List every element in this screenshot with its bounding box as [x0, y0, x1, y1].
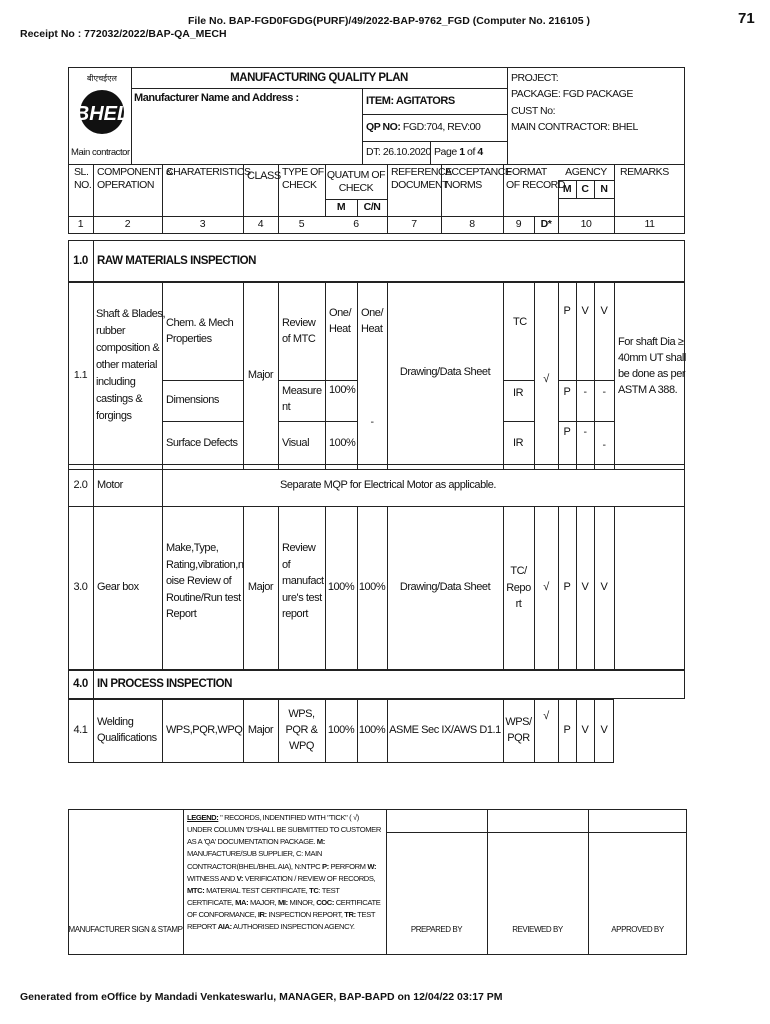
col-num-d: D*: [540, 218, 552, 231]
row-1-1-remarks: For shaft Dia ≥ 40mm UT shall be done as per ASTM A 388.: [618, 336, 686, 396]
row-2-0-number: 2.0: [73, 478, 88, 491]
legend-desc: MANUFACTURE/SUB SUPPLIER, C: MAIN CONTRACTOR(BHEL/BHEL AIA), N:NTPC: [187, 849, 322, 871]
legend-key: LEGEND:: [187, 813, 219, 822]
legend-key: M:: [316, 837, 325, 847]
logo-hindi-text: बीएचईएल: [87, 74, 117, 83]
package-label: PACKAGE: FGD PACKAGE: [511, 88, 633, 101]
col-quantum-cn: C/N: [363, 201, 381, 214]
legend-desc: PERFORM: [328, 861, 368, 871]
project-label: PROJECT:: [511, 72, 559, 84]
col-num-5: 5: [298, 218, 305, 231]
col-num-10: 10: [580, 218, 592, 231]
row-3-0-d-tick: √: [543, 581, 549, 594]
row-3-0-m: 100%: [327, 581, 355, 594]
page-number: 71: [738, 10, 755, 27]
receipt-number: Receipt No : 772032/2022/BAP-QA_MECH: [20, 28, 227, 40]
row-3-0-characteristics: Make,Type, Rating,vibration,n oise Review of Routine/Run test Report: [166, 542, 244, 620]
legend-desc: TEST REPORT: [187, 910, 375, 932]
qp-number: [366, 115, 480, 141]
manufacturer-sign-label: MANUFACTURER SIGN & STAMP: [68, 925, 183, 934]
row-1-1-format-ir2: IR: [513, 437, 524, 450]
row-4-1-cn: 100%: [358, 724, 386, 737]
row-4-1-component: Welding Qualifications: [97, 716, 157, 744]
legend-key: TR:: [344, 910, 356, 920]
row-1-1-class: Major: [247, 369, 274, 382]
row-3-0-class: Major: [247, 581, 274, 594]
row-4-1-agency-m: P: [563, 724, 571, 737]
col-agency-c: C: [581, 182, 589, 195]
item-name: ITEM: AGITATORS: [366, 94, 455, 107]
col-class: CLASS: [247, 170, 281, 182]
qp-label: QP NO:: [366, 121, 401, 134]
project-info: [511, 70, 638, 135]
legend-key: P:: [321, 861, 329, 871]
row-1-1-surf-agency-m: P: [563, 426, 571, 439]
main-contractor-label: Main contractor: [71, 147, 130, 158]
legend-desc: CERTIFICATE OF CONFORMANCE,: [187, 897, 381, 920]
plan-date: DT: 26.10.2020: [366, 146, 431, 159]
legend-key: V:: [236, 873, 244, 883]
row-3-0-component: Gear box: [97, 581, 139, 594]
col-component: COMPONENT & OPERATION: [97, 166, 173, 192]
row-4-1-agency-n: V: [600, 724, 608, 737]
manufacturer-label: Manufacturer Name and Address :: [134, 92, 299, 104]
row-1-1-dim-agency-c: -: [583, 386, 587, 399]
col-format: FORMAT OF RECORD: [506, 166, 565, 192]
legend-desc: : TEST CERTIFICATE,: [187, 885, 340, 907]
row-1-1-m-heat: One/ Heat: [329, 307, 352, 335]
file-number: File No. BAP-FGD0FGDG(PURF)/49/2022-BAP-9762_FGD (Computer No. 216105 ): [188, 15, 591, 27]
col-type-of-check: TYPE OF CHECK: [282, 166, 324, 192]
row-4-1-d-tick: √: [543, 710, 549, 723]
legend-key: COC:: [316, 897, 334, 907]
col-num-7: 7: [411, 218, 417, 231]
row-4-1-number: 4.1: [73, 724, 88, 737]
legend-desc: INSPECTION REPORT,: [266, 910, 345, 920]
legend-key: TC: [309, 885, 319, 895]
legend-desc: " RECORDS, INDENTIFIED WITH "TICK" ( √) UNDER COLUMN 'D'SHALL BE SUBMITTED TO CUSTOMER AS A 'QA' DOCUMENTATION PACKAGE.: [187, 813, 381, 847]
row-3-0-cn: 100%: [358, 581, 386, 594]
col-num-6: 6: [353, 218, 359, 231]
row-3-0-type: Review of manufact ure's test report: [282, 542, 324, 620]
legend-key: MTC:: [187, 885, 205, 895]
row-1-1-acceptance: Drawing/Data Sheet: [399, 366, 491, 379]
plan-title: MANUFACTURING QUALITY PLAN: [230, 71, 408, 84]
legend-desc: MINOR,: [287, 897, 317, 907]
col-agency-n: N: [600, 182, 608, 195]
row-4-1-type: WPS, PQR & WPQ: [285, 708, 318, 752]
section-1-number: 1.0: [73, 254, 88, 267]
legend-key: IR:: [257, 910, 267, 920]
legend-text: [187, 812, 384, 933]
row-1-1-agency-m: P: [563, 305, 571, 318]
page-total: 4: [477, 146, 483, 159]
col-sl-no: SL. NO.: [74, 166, 92, 192]
col-num-11: 11: [644, 218, 655, 231]
row-1-1-m-dimensions: 100%: [329, 384, 356, 396]
page-prefix: Page: [434, 146, 460, 159]
row-1-1-surf-agency-c: -: [583, 426, 587, 439]
legend-desc: VERIFICATION / REVIEW OF RECORDS,: [243, 873, 376, 883]
approved-by-label: APPROVED BY: [611, 925, 664, 934]
row-1-1-format-tc: TC: [513, 316, 527, 328]
legend-key: MI:: [277, 897, 288, 907]
row-1-1-char-dimensions: Dimensions: [166, 394, 219, 407]
row-3-0-agency-m: P: [563, 581, 571, 594]
eoffice-footer: Generated from eOffice by Mandadi Venkateswarlu, MANAGER, BAP-BAPD on 12/04/22 03:17 PM: [20, 991, 503, 1003]
row-1-1-component: Shaft & Blades, rubber composition & other material including castings & forgings: [96, 308, 166, 423]
row-4-1-m: 100%: [327, 724, 355, 737]
legend-key: MA:: [235, 897, 249, 907]
row-1-1-type-mtc: Review of MTC: [282, 317, 316, 345]
col-quantum-m: M: [336, 201, 346, 214]
page-count: [434, 142, 483, 164]
row-1-1-agency-c: V: [581, 305, 589, 318]
row-1-1-surf-agency-n: -: [602, 439, 606, 452]
col-num-1: 1: [77, 218, 84, 231]
row-3-0-format: TC/ Repo rt: [506, 565, 531, 611]
row-3-0-agency-n: V: [600, 581, 608, 594]
col-num-4: 4: [257, 218, 264, 231]
row-1-1-m-surface: 100%: [329, 437, 356, 450]
row-3-0-agency-c: V: [581, 581, 589, 594]
qp-value: FGD:704, REV:00: [400, 121, 481, 134]
legend-key: AIA:: [217, 922, 232, 932]
page-current: 1: [459, 146, 465, 159]
row-4-1-reference: ASME Sec IX/AWS D1.1: [389, 724, 501, 737]
col-num-3: 3: [199, 218, 206, 231]
bhel-logo: [73, 70, 131, 150]
row-3-0-reference: Drawing/Data Sheet: [399, 581, 491, 594]
row-1-1-cn-dash: -: [370, 416, 374, 429]
col-num-2: 2: [124, 218, 131, 231]
col-agency-m: M: [562, 182, 572, 195]
section-1-title: RAW MATERIALS INSPECTION: [97, 254, 256, 267]
row-1-1-agency-n: V: [600, 305, 608, 318]
legend-desc: WITNESS AND: [187, 873, 237, 883]
row-1-1-dim-agency-n: -: [602, 386, 606, 399]
row-2-0-note: Separate MQP for Electrical Motor as applicable.: [279, 478, 497, 491]
col-num-9: 9: [515, 218, 522, 231]
row-1-1-cn-heat: One/ Heat: [361, 307, 384, 335]
col-remarks: REMARKS: [620, 166, 669, 178]
row-1-1-dim-agency-m: P: [563, 386, 571, 399]
row-2-0-component: Motor: [97, 478, 123, 491]
section-4-title: IN PROCESS INSPECTION: [97, 678, 232, 691]
col-num-8: 8: [469, 218, 475, 231]
col-characteristics: CHARATERISTICS: [166, 166, 251, 178]
reviewed-by-label: REVIEWED BY: [512, 925, 563, 934]
legend-desc: MAJOR,: [248, 897, 278, 907]
row-4-1-format: WPS/ PQR: [505, 716, 532, 744]
row-4-1-class: Major: [247, 724, 274, 737]
row-4-1-agency-c: V: [581, 724, 589, 737]
legend-desc: AUTHORISED INSPECTION AGENCY.: [231, 922, 355, 932]
row-1-1-type-visual: Visual: [282, 437, 310, 450]
row-1-1-char-surface: Surface Defects: [166, 437, 238, 450]
row-1-1-d-tick: √: [543, 373, 549, 386]
section-4-number: 4.0: [73, 678, 88, 691]
col-agency: AGENCY: [565, 165, 607, 178]
logo-bhel-text: BHEL: [74, 103, 130, 125]
row-1-1-char-chem: Chem. & Mech Properties: [166, 317, 234, 345]
page-of: of: [464, 146, 478, 159]
legend-desc: MATERIAL TEST CERTIFICATE,: [204, 885, 310, 895]
main-contractor-value: MAIN CONTRACTOR: BHEL: [511, 120, 638, 133]
row-1-1-type-measurement: Measure nt: [282, 385, 322, 413]
col-quantum: QUATUM OF CHECK: [326, 168, 386, 194]
row-3-0-number: 3.0: [73, 581, 88, 594]
prepared-by-label: PREPARED BY: [410, 925, 463, 934]
cust-label: CUST No:: [511, 104, 556, 117]
row-4-1-characteristics: WPS,PQR,WPQ: [166, 724, 243, 737]
row-1-1-format-ir1: IR: [513, 387, 524, 399]
legend-key: W:: [367, 861, 377, 871]
col-acceptance: ACCEPTANCE NORMS: [445, 166, 512, 192]
row-1-1-number: 1.1: [73, 369, 88, 382]
col-reference: REFERENCE DOCUMENT: [391, 166, 452, 192]
